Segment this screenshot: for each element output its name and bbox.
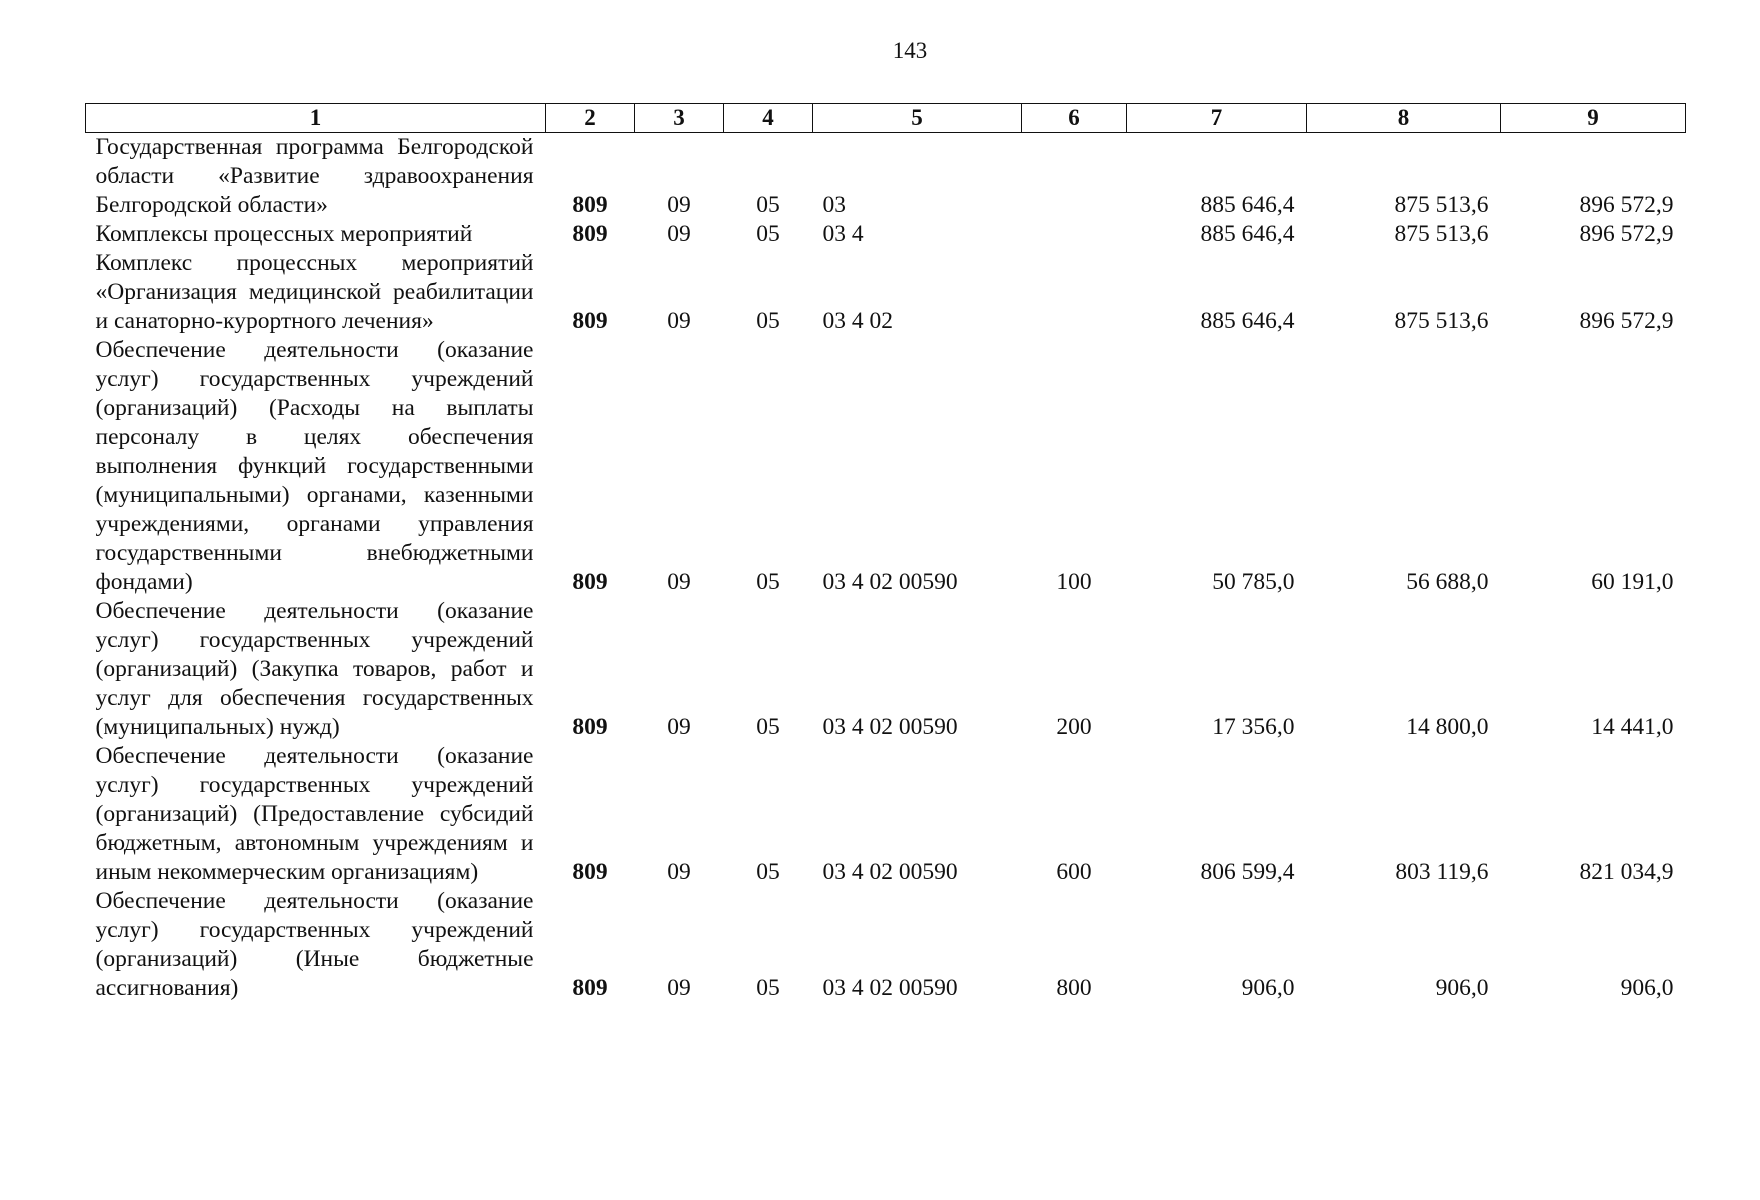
section-code: 09 xyxy=(667,714,691,740)
column-header-7: 7 xyxy=(1127,104,1307,133)
section-code: 09 xyxy=(667,859,691,885)
table-row xyxy=(86,742,1686,887)
table-row xyxy=(86,220,1686,249)
column-header-5: 5 xyxy=(813,104,1022,133)
page-number: 143 xyxy=(892,38,928,63)
row-name: Обеспечение деятельности (оказание услуг) государственных учреждений (организаций) (Закупка товаров, работ и услуг для обеспечения государственных (муниципальных) нужд) xyxy=(95,598,534,740)
subsection-code: 05 xyxy=(756,308,780,334)
subsection-code: 05 xyxy=(756,221,780,247)
amount-col-9: 14 441,0 xyxy=(1591,714,1674,740)
amount-col-9: 906,0 xyxy=(1620,975,1674,1001)
amount-col-7: 806 599,4 xyxy=(1200,859,1295,885)
column-header-2: 2 xyxy=(546,104,635,133)
amount-col-8: 906,0 xyxy=(1435,975,1489,1001)
row-name: Обеспечение деятельности (оказание услуг) государственных учреждений (организаций) (Предоставление субсидий бюджетным, автономным учреждениям и иным некоммерческим организациям) xyxy=(95,743,534,885)
subsection-code: 05 xyxy=(756,192,780,218)
row-name: Государственная программа Белгородской области «Развитие здравоохранения Белгородской области» xyxy=(95,134,534,218)
target-article-code: 03 4 02 00590 xyxy=(822,569,958,595)
expense-type-code: 100 xyxy=(1056,569,1092,595)
column-header-8: 8 xyxy=(1307,104,1501,133)
column-number-header-row xyxy=(86,104,1686,133)
amount-col-7: 885 646,4 xyxy=(1200,221,1295,247)
ministry-code: 809 xyxy=(572,714,608,740)
subsection-code: 05 xyxy=(756,714,780,740)
table-row xyxy=(86,887,1686,1003)
row-name: Обеспечение деятельности (оказание услуг) государственных учреждений (организаций) (Расходы на выплаты персоналу в целях обеспечения выполнения функций государственными (муниципальными) органами, казенными учреждениями, органами управления государственными внебюджетными фондами) xyxy=(95,337,534,595)
ministry-code: 809 xyxy=(572,859,608,885)
target-article-code: 03 4 02 xyxy=(822,308,893,334)
target-article-code: 03 4 02 00590 xyxy=(822,714,958,740)
section-code: 09 xyxy=(667,975,691,1001)
table-row xyxy=(86,336,1686,597)
row-name: Комплекс процессных мероприятий «Организация медицинской реабилитации и санаторно-курортного лечения» xyxy=(95,250,534,334)
amount-col-8: 56 688,0 xyxy=(1406,569,1489,595)
row-name: Обеспечение деятельности (оказание услуг) государственных учреждений (организаций) (Иные бюджетные ассигнования) xyxy=(95,888,534,1001)
ministry-code: 809 xyxy=(572,192,608,218)
amount-col-9: 896 572,9 xyxy=(1579,221,1674,247)
table-row xyxy=(86,249,1686,336)
column-header-4: 4 xyxy=(724,104,813,133)
table-row xyxy=(86,133,1686,221)
expense-type-code xyxy=(1022,220,1127,249)
amount-col-8: 14 800,0 xyxy=(1406,714,1489,740)
expense-type-code: 800 xyxy=(1056,975,1092,1001)
amount-col-7: 50 785,0 xyxy=(1212,569,1295,595)
section-code: 09 xyxy=(667,569,691,595)
subsection-code: 05 xyxy=(756,859,780,885)
target-article-code: 03 xyxy=(822,192,846,218)
subsection-code: 05 xyxy=(756,975,780,1001)
column-header-3: 3 xyxy=(635,104,724,133)
amount-col-8: 875 513,6 xyxy=(1394,308,1489,334)
ministry-code: 809 xyxy=(572,569,608,595)
amount-col-7: 906,0 xyxy=(1241,975,1295,1001)
ministry-code: 809 xyxy=(572,308,608,334)
amount-col-8: 875 513,6 xyxy=(1394,192,1489,218)
amount-col-7: 17 356,0 xyxy=(1212,714,1295,740)
column-header-1: 1 xyxy=(86,104,546,133)
amount-col-8: 875 513,6 xyxy=(1394,221,1489,247)
ministry-code: 809 xyxy=(572,975,608,1001)
amount-col-7: 885 646,4 xyxy=(1200,308,1295,334)
subsection-code: 05 xyxy=(756,569,780,595)
table-body xyxy=(86,133,1686,1004)
amount-col-7: 885 646,4 xyxy=(1200,192,1295,218)
amount-col-9: 896 572,9 xyxy=(1579,308,1674,334)
expense-type-code xyxy=(1022,133,1127,221)
amount-col-9: 60 191,0 xyxy=(1591,569,1674,595)
row-name: Комплексы процессных мероприятий xyxy=(95,221,473,247)
section-code: 09 xyxy=(667,192,691,218)
target-article-code: 03 4 02 00590 xyxy=(822,975,958,1001)
target-article-code: 03 4 xyxy=(822,221,864,247)
amount-col-9: 896 572,9 xyxy=(1579,192,1674,218)
expense-type-code: 600 xyxy=(1056,859,1092,885)
target-article-code: 03 4 02 00590 xyxy=(822,859,958,885)
section-code: 09 xyxy=(667,221,691,247)
table-row xyxy=(86,597,1686,742)
amount-col-8: 803 119,6 xyxy=(1395,859,1489,885)
section-code: 09 xyxy=(667,308,691,334)
ministry-code: 809 xyxy=(572,221,608,247)
expense-type-code xyxy=(1022,249,1127,336)
column-header-9: 9 xyxy=(1501,104,1686,133)
budget-table xyxy=(85,103,1686,1003)
column-header-6: 6 xyxy=(1022,104,1127,133)
expense-type-code: 200 xyxy=(1056,714,1092,740)
amount-col-9: 821 034,9 xyxy=(1579,859,1674,885)
